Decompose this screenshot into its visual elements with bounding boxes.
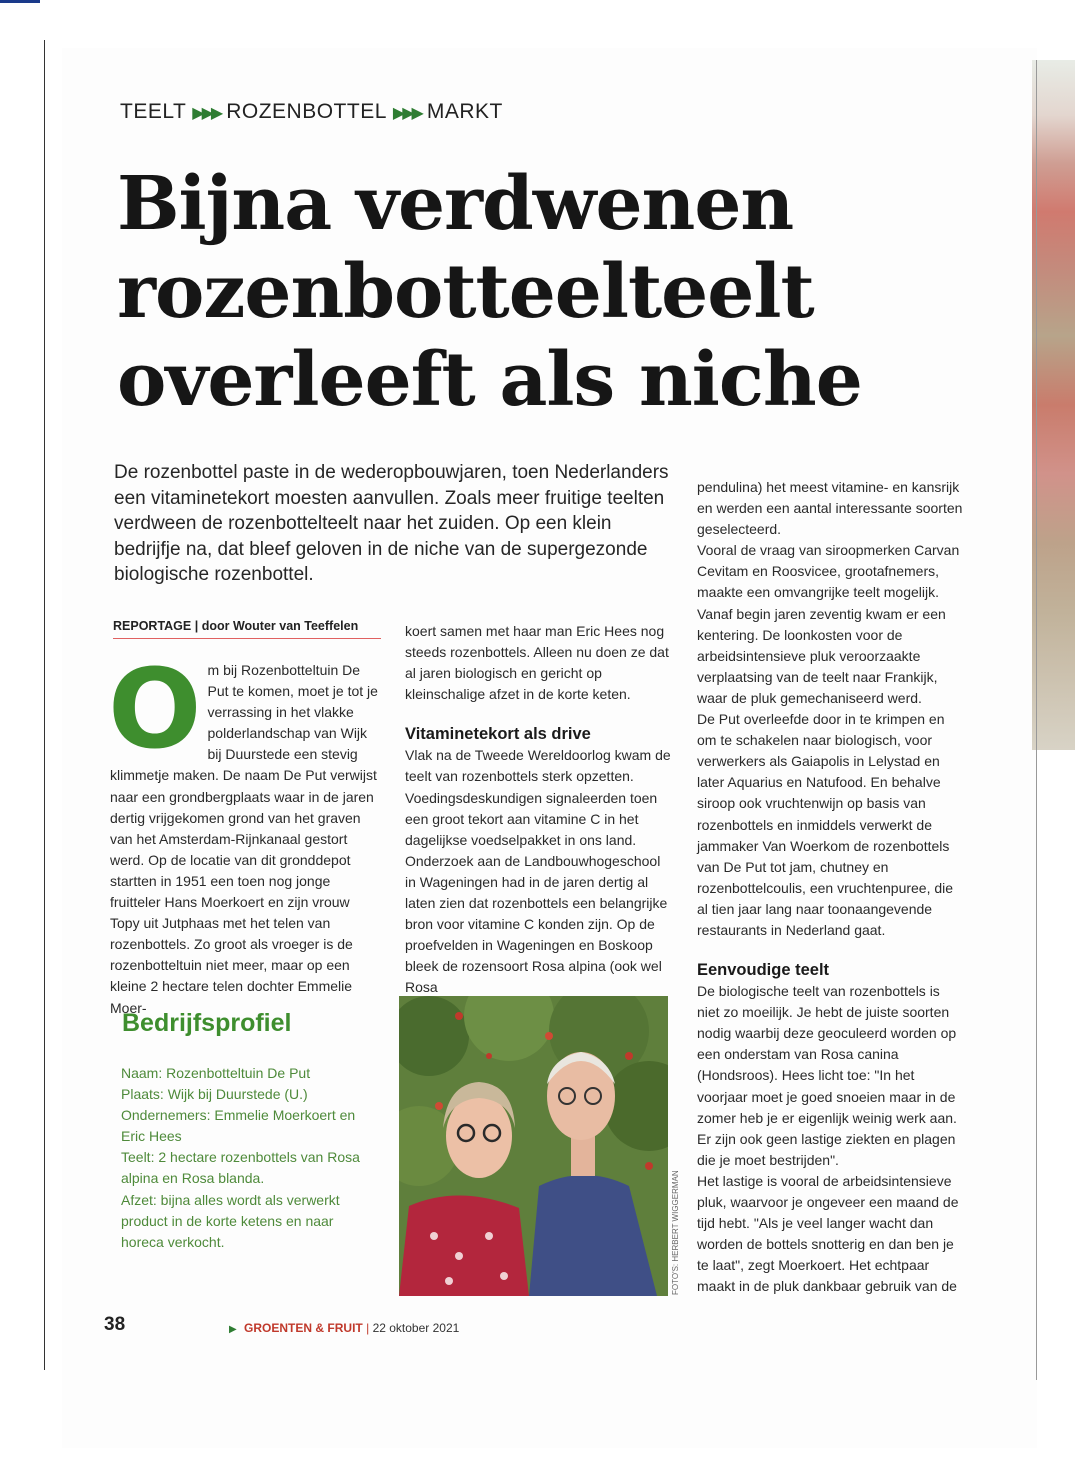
body-paragraph: koert samen met haar man Eric Hees nog steeds rozenbottels. Alleen nu doen ze dat al jaren biologisch en gericht op kleinschalige afzet in de korte keten. [405, 623, 669, 703]
page-number: 38 [104, 1314, 126, 1335]
section-heading-eenvoudige-teelt: Eenvoudige teelt [697, 961, 830, 980]
triple-arrow-icon: ▶▶▶ [392, 105, 421, 122]
byline [113, 619, 358, 633]
body-paragraph: m bij Rozenbotteltuin De Put te komen, moet je tot je verrassing in het vlakke polderlandschap van Wijk bij Duurstede een stevig klimmetje maken. De naam De Put verwijst naar een grondbergplaats waar in de jaren dertig vrijgekomen grond van het graven van het Amsterdam-Rijnkanaal gestort werd. Op de locatie van dit gronddepot startten in 1951 een toen nog jonge fruitteler Hans Moerkoert en zijn vrouw Topy uit Jutphaas met het telen van rozenbottels. Zo groot als vroeger is de rozenbotteltuin niet meer, maar op een kleine 2 hectare telen dochter Emmelie Moer- [110, 662, 378, 1016]
profile-box-list [121, 1063, 371, 1253]
headline-line-3: overleeft als niche [117, 337, 862, 423]
footer-publication [229, 1321, 459, 1335]
section-heading-vitaminetekort: Vitaminetekort als drive [405, 725, 591, 744]
profile-line-afzet: Afzet: bijna alles wordt als verwerkt product in de korte ketens en naar horeca verkocht. [121, 1191, 340, 1250]
publication-ampersand: & [315, 1321, 325, 1335]
publication-name-part-1: GROENTEN [244, 1321, 313, 1335]
photo-credit: FOTO'S: HERBERT WIGGERMAN [671, 1170, 680, 1295]
page-fold-line [44, 40, 45, 1370]
byline-label: REPORTAGE [113, 619, 192, 633]
byline-separator: | [194, 619, 199, 633]
article-headline [117, 160, 877, 424]
body-paragraph: Vlak na de Tweede Wereldoorlog kwam de teelt van rozenbottels sterk opzetten. Voedingsdeskundigen signaleerden toen een groot tekort aan vitamine C in het dagelijkse voedselpakket in ons land. Onderzoek aan de Landbouwhogeschool in Wageningen had in de jaren dertig al laten zien dat rozenbottels een belangrijke bron voor vitamine C konden zijn. Op de proefvelden in Wageningen en Boskoop bleek de rozensoort Rosa alpina (ook wel Rosa [405, 747, 671, 996]
breadcrumb [120, 100, 503, 124]
breadcrumb-item-rozenbottel: ROZENBOTTEL [226, 100, 387, 123]
headline-line-1: Bijna verdwenen [117, 161, 794, 247]
body-paragraph: De biologische teelt van rozenbottels is niet zo moeilijk. Je hebt de juiste soorten nodig waarbij deze geoculeerd worden op een onderstam van Rosa canina (Hondsroos). Hees licht toe: "In het voorjaar moet je goed snoeien maar in de zomer heb je er eigenlijk weinig werk aan. Er zijn ook geen lastige ziekten en plagen die je moet bestrijden". [697, 983, 957, 1168]
byline-divider [113, 638, 381, 639]
body-column-2 [405, 621, 675, 999]
growers-photo [399, 996, 668, 1296]
profile-line-teelt: Teelt: 2 hectare rozenbottels van Rosa alpina en Rosa blanda. [121, 1149, 360, 1187]
footer-separator: | [366, 1321, 370, 1335]
breadcrumb-item-markt: MARKT [426, 100, 503, 123]
triple-arrow-icon: ▶▶▶ [192, 105, 221, 122]
body-column-3 [697, 477, 965, 1297]
headline-line-2: rozenbotteelteelt [117, 249, 814, 335]
article-intro: De rozenbottel paste in de wederopbouwjaren, toen Nederlanders een vitaminetekort moesten aanvullen. Zoals meer fruitige teelten verdween de rozenbottelteelt naar het zuiden. Op een klein bedrijfje na, dat bleef geloven in de niche van de supergezonde biologische rozenbottel. [114, 462, 669, 585]
body-column-1 [108, 645, 380, 1019]
body-paragraph: pendulina) het meest vitamine- en kansrijk en werden een aantal interessante soorten geselecteerd. [697, 479, 963, 538]
breadcrumb-item-teelt: TEELT [120, 100, 187, 123]
body-paragraph: Vooral de vraag van siroopmerken Carvan Cevitam en Roosvicee, grootafnemers, maakte een omvangrijke teelt mogelijk. Vanaf begin jaren zeventig kwam er een kentering. De loonkosten voor de arbeidsintensieve pluk veroorzaakte verplaatsing van de teelt naar Frankijk, waar de pluk gemechaniseerd werd. [697, 542, 960, 706]
profile-line-ondernemers: Ondernemers: Emmelie Moerkoert en Eric Hees [121, 1107, 356, 1145]
profile-line-naam: Naam: Rozenbotteltuin De Put [121, 1065, 311, 1081]
profile-box-title: Bedrijfsprofiel [122, 1009, 292, 1037]
page-edge-line [1036, 60, 1037, 1380]
body-paragraph: De Put overleefde door in te krimpen en om te schakelen naar biologisch, voor verwerkers als Gaiapolis in Lelystad en later Aquarius en Natufood. En behalve siroop ook vruchtenwijn op basis van rozenbottels en inmiddels verwerkt de jammaker Van Woerkom de rozenbottels van De Put tot jam, chutney en rozenbottelcoulis, een vruchtenpuree, die al tien jaar lang naar toonaangevende restaurants in Nederland gaat. [697, 711, 954, 938]
publication-name-part-2: FRUIT [327, 1321, 363, 1335]
triangle-marker-icon: ▶ [229, 1324, 237, 1335]
drop-cap: O [108, 645, 202, 773]
publication-date: 22 oktober 2021 [372, 1321, 460, 1335]
profile-line-plaats: Plaats: Wijk bij Duurstede (U.) [121, 1086, 308, 1103]
body-paragraph: Het lastige is vooral de arbeidsintensieve pluk, waarvoor je ongeveer een maand de tijd hebt. "Als je veel langer wacht dan worden de bottels snotterig en dan ben je te laat", zegt Moerkoert. Het echtpaar maakt in de pluk dankbaar gebruik van de [697, 1172, 959, 1295]
next-page-photo-strip [1032, 60, 1075, 750]
byline-author: door Wouter van Teeffelen [201, 619, 359, 633]
top-edge-mark [0, 0, 40, 3]
